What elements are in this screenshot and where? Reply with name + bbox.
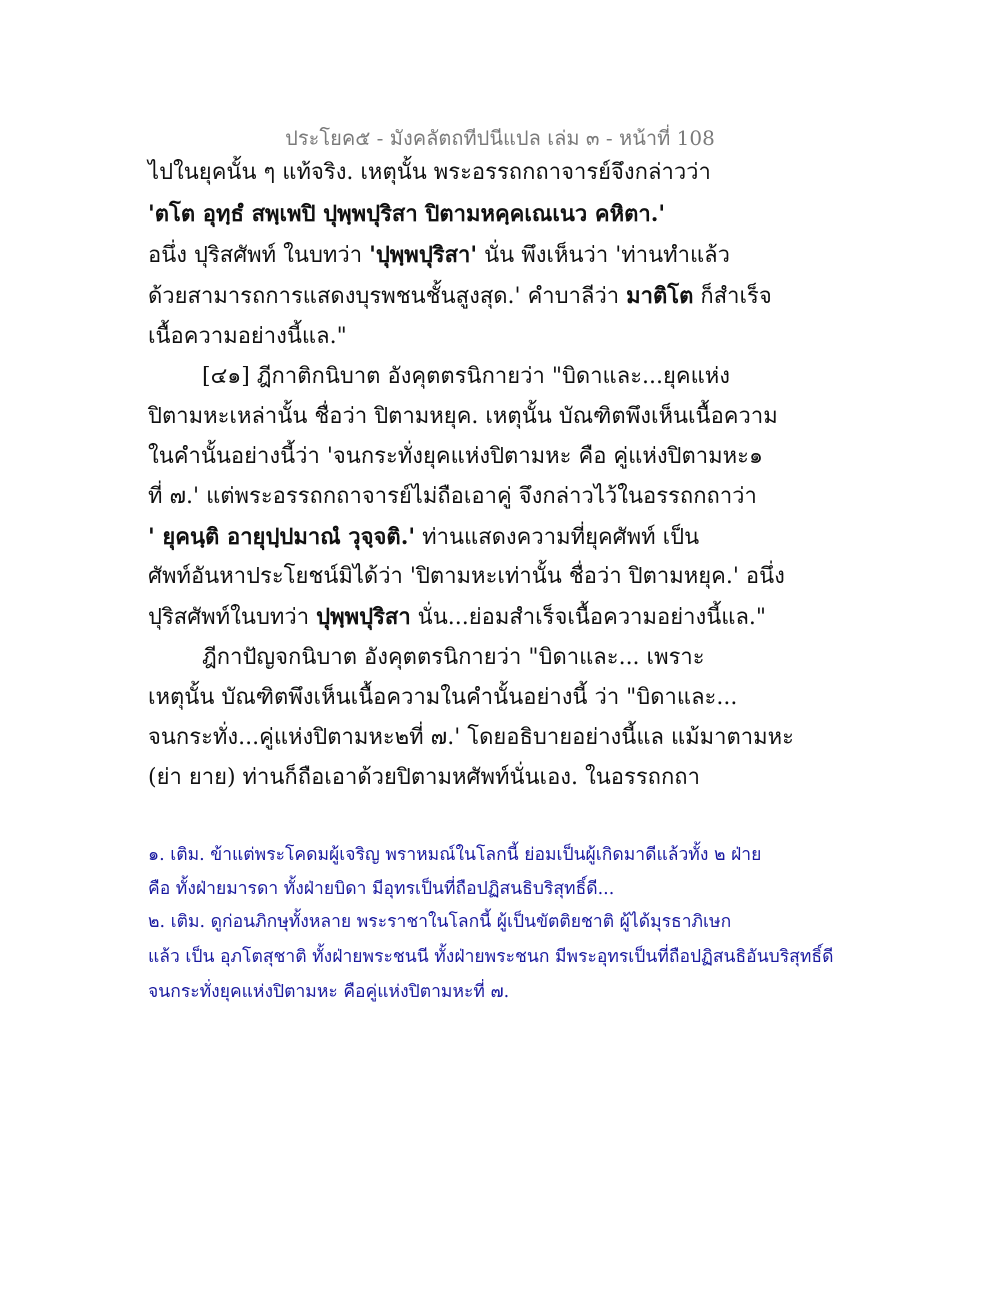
- footnote-2-line-1: ๒. เติม. ดูก่อนภิกษุทั้งหลาย พระราชาในโลกนี้ ผู้เป็นขัตติยชาติ ผู้ได้มุรธาภิเษก: [148, 912, 732, 932]
- body-line-12: [148, 602, 766, 633]
- footnote-1-line-1: ๑. เติม. ข้าแต่พระโคดมผู้เจริญ พราหมณ์ในโลกนี้ ย่อมเป็นผู้เกิดมาดีแล้วทั้ง ๒ ฝ่าย: [148, 845, 762, 865]
- body-line-14: เหตุนั้น บัณฑิตพึงเห็นเนื้อความในคำนั้นอย่างนี้ ว่า "บิดาและ...: [148, 685, 738, 710]
- footnote-1-line-2: คือ ทั้งฝ่ายมารดา ทั้งฝ่ายบิดา มีอุทรเป็นที่ถือปฏิสนธิบริสุทธิ์ดี...: [148, 879, 615, 899]
- body-line-11: ศัพท์อันหาประโยชน์มิได้ว่า 'ปิตามหะเท่านั้น ชื่อว่า ปิตามหยุค.' อนึ่ง: [148, 564, 785, 589]
- body-line-6: [๔๑] ฎีกาติกนิบาต อังคุตตรนิกายว่า "บิดาและ...ยุคแห่ง: [202, 364, 731, 389]
- bold-term: 'ปุพฺพปุริสา': [369, 242, 478, 268]
- footnote-2-line-2: แล้ว เป็น อุภโตสุชาติ ทั้งฝ่ายพระชนนี ทั้งฝ่ายพระชนก มีพระอุทรเป็นที่ถือปฏิสนธิอันบริสุทธิ์ดี: [148, 947, 834, 967]
- body-line-3: [148, 240, 730, 271]
- body-line-16: (ย่า ยาย) ท่านก็ถือเอาด้วยปิตามหศัพท์นั่นเอง. ในอรรถกถา: [148, 765, 700, 790]
- body-line-8: ในคำนั้นอย่างนี้ว่า 'จนกระทั่งยุคแห่งปิตามหะ คือ คู่แห่งปิตามหะ๑: [148, 444, 763, 469]
- text: อนึ่ง ปุริสศัพท์ ในบทว่า: [148, 243, 370, 268]
- footnote-2-line-3: จนกระทั่งยุคแห่งปิตามหะ คือคู่แห่งปิตามหะที่ ๗.: [148, 982, 510, 1002]
- body-line-7: ปิตามหะเหล่านั้น ชื่อว่า ปิตามหยุค. เหตุนั้น บัณฑิตพึงเห็นเนื้อความ: [148, 404, 778, 429]
- body-line-5: เนื้อความอย่างนี้แล.": [148, 324, 347, 349]
- body-line-2: 'ตโต อุทฺธํ สพฺเพปิ ปุพฺพปุริสา ปิตามหคฺคเณเนว คหิตา.': [148, 201, 666, 227]
- text: ด้วยสามารถการแสดงบุรพชนชั้นสูงสุด.' คำบาลีว่า: [148, 284, 627, 309]
- text: ท่านแสดงความที่ยุคศัพท์ เป็น: [415, 525, 700, 550]
- body-line-9: ที่ ๗.' แต่พระอรรถกถาจารย์ไม่ถือเอาคู่ จึงกล่าวไว้ในอรรถกถาว่า: [148, 484, 757, 509]
- body-line-4: [148, 281, 772, 312]
- bold-term: มาติโต: [626, 283, 694, 309]
- body-line-10: [148, 522, 699, 553]
- text: ก็สำเร็จ: [693, 284, 772, 309]
- page-header: ประโยค๕ - มังคลัตถทีปนีแปล เล่ม ๓ - หน้าที่ 108: [285, 126, 715, 150]
- bold-term: ' ยุคนฺติ อายุปฺปมาณํ วุจฺจติ.': [148, 524, 416, 550]
- body-line-1: ไปในยุคนั้น ๆ แท้จริง. เหตุนั้น พระอรรถกถาจารย์จึงกล่าวว่า: [148, 160, 711, 185]
- bold-term: ปุพฺพปุริสา: [316, 604, 411, 630]
- text: ปุริสศัพท์ในบทว่า: [148, 605, 317, 630]
- body-line-15: จนกระทั่ง...คู่แห่งปิตามหะ๒ที่ ๗.' โดยอธิบายอย่างนี้แล แม้มาตามหะ: [148, 725, 794, 750]
- body-line-13: ฎีกาปัญจกนิบาต อังคุตตรนิกายว่า "บิดาและ... เพราะ: [202, 645, 705, 670]
- text: นั่น...ย่อมสำเร็จเนื้อความอย่างนี้แล.": [410, 605, 767, 630]
- text: นั่น พึงเห็นว่า 'ท่านทำแล้ว: [477, 243, 731, 268]
